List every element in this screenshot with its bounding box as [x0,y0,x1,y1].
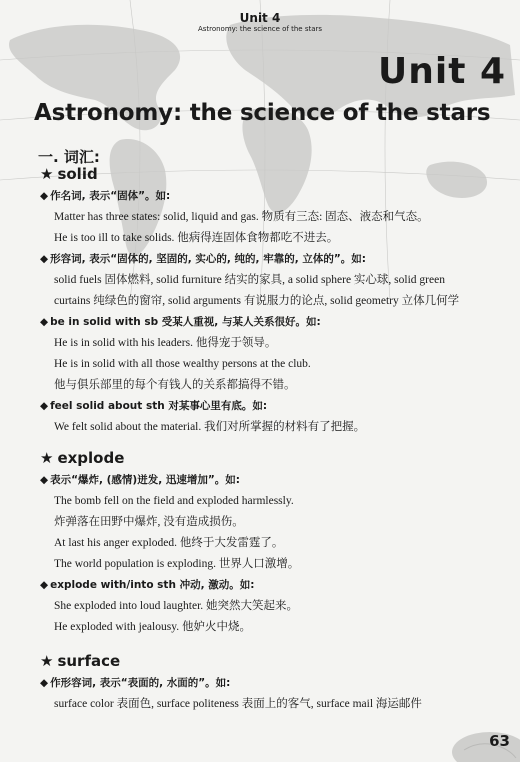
definition-bullet [40,398,267,414]
diamond-bullet-icon: ◆ [40,316,49,328]
entry-heading-surface [40,651,120,671]
definition-bullet [40,314,321,330]
diamond-bullet-icon: ◆ [40,579,49,591]
example-line: The world population is exploding. 世界人口激增。 [54,558,300,570]
example-line: The bomb fell on the field and exploded harmlessly. [54,495,294,507]
example-line: 炸弹落在田野中爆炸, 没有造成损伤。 [54,516,244,528]
example-line: 他与俱乐部里的每个有钱人的关系都搞得不错。 [54,379,296,391]
star-icon: ★ [40,449,54,467]
page-number: 63 [489,732,510,750]
diamond-bullet-icon: ◆ [40,190,49,202]
running-header-subtitle: Astronomy: the science of the stars [197,25,323,33]
definition-text: 作名词, 表示“固体”。如: [50,190,171,202]
example-line: solid fuels 固体燃料, solid furniture 结实的家具, a solid sphere 实心球, solid green [54,274,445,286]
definition-text: 表示“爆炸, (感情)迸发, 迅速增加”。如: [50,474,240,486]
definition-text: feel solid about sth 对某事心里有底。如: [50,400,268,412]
diamond-bullet-icon: ◆ [40,253,49,265]
entry-word: explode [57,449,125,467]
definition-bullet [40,472,240,488]
example-line: surface color 表面色, surface politeness 表面上的客气, surface mail 海运邮件 [54,698,422,710]
diamond-bullet-icon: ◆ [40,400,49,412]
entry-word: surface [57,652,121,670]
entry-heading-explode [40,448,124,468]
definition-text: 作形容词, 表示“表面的, 水面的”。如: [50,677,231,689]
definition-text: be in solid with sb 受某人重视, 与某人关系很好。如: [50,316,321,328]
definition-text: 形容词, 表示“固体的, 坚固的, 实心的, 纯的, 牢靠的, 立体的”。如: [50,253,366,265]
definition-bullet [40,251,366,267]
star-icon: ★ [40,165,54,183]
example-line: At last his anger exploded. 他终于大发雷霆了。 [54,537,284,549]
diamond-bullet-icon: ◆ [40,474,49,486]
diamond-bullet-icon: ◆ [40,677,49,689]
main-title: Astronomy: the science of the stars [34,100,491,126]
definition-bullet [40,577,254,593]
definition-bullet [40,188,170,204]
definition-text: explode with/into sth 冲动, 激动。如: [50,579,255,591]
entry-word: solid [57,165,98,183]
example-line: He is in solid with all those wealthy persons at the club. [54,358,311,370]
star-icon: ★ [40,652,54,670]
example-line: He is in solid with his leaders. 他得宠于领导。 [54,337,277,349]
entry-heading-solid [40,164,98,184]
example-line: She exploded into loud laughter. 她突然大笑起来。 [54,600,299,612]
example-line: He is too ill to take solids. 他病得连固体食物都吃不进去。 [54,232,339,244]
running-header-unit: Unit 4 [239,11,281,25]
example-line: He exploded with jealousy. 他妒火中烧。 [54,621,251,633]
example-line: We felt solid about the material. 我们对所掌握的材料有了把握。 [54,421,366,433]
section-heading: 一. 词汇: [38,148,100,166]
example-line: Matter has three states: solid, liquid and gas. 物质有三态: 固态、液态和气态。 [54,211,429,223]
unit-title: Unit 4 [378,51,506,92]
definition-bullet [40,675,230,691]
example-line: curtains 纯绿色的窗帘, solid arguments 有说服力的论点, solid geometry 立体几何学 [54,295,460,307]
running-header [0,12,520,34]
